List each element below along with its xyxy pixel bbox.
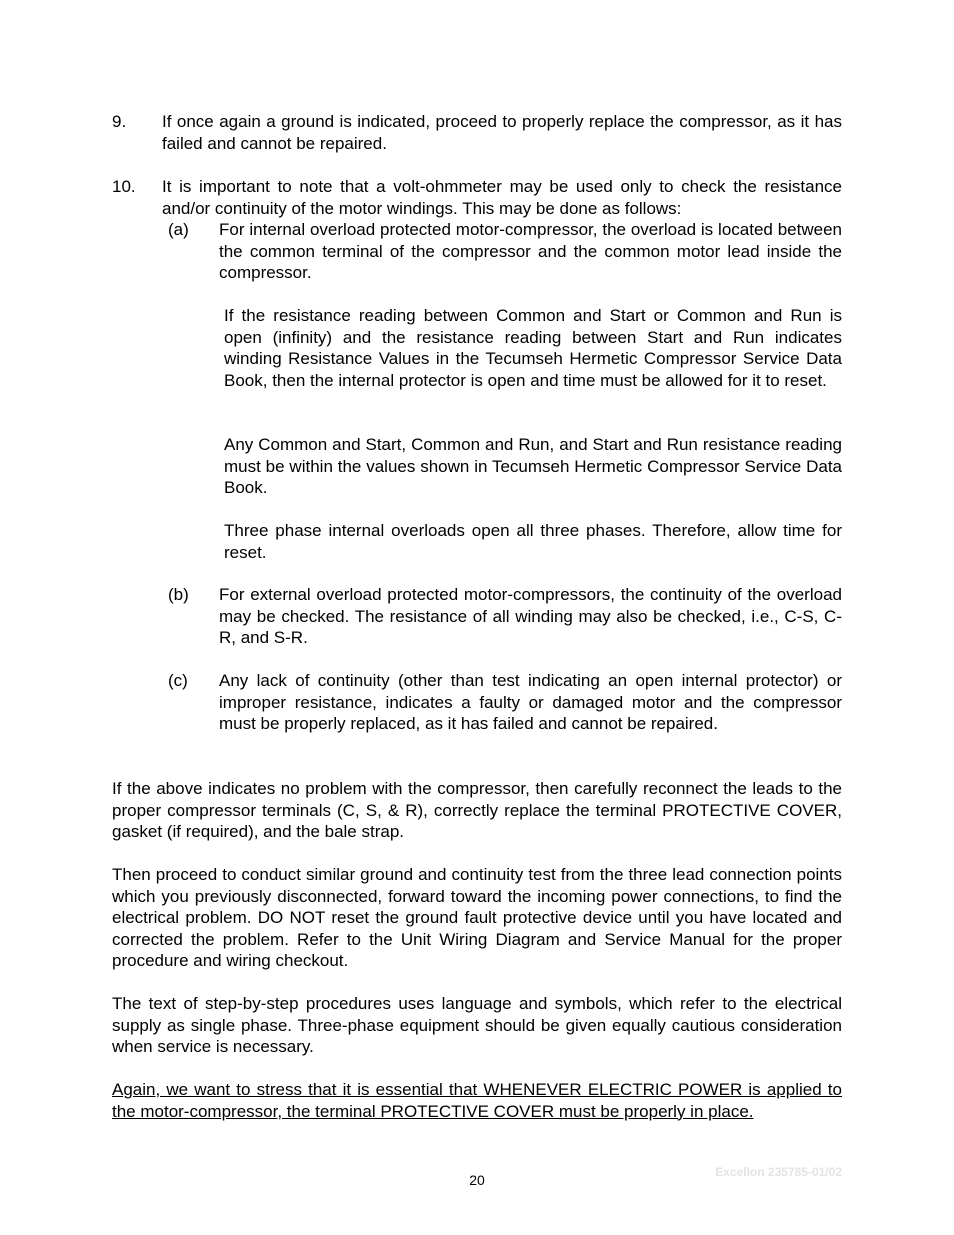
subitem-text-b: For external overload protected motor-compressors, the continuity of the overload may be checked. The resistance of all winding may also be checked, i.e., C-S, C-R, and S-R. (219, 585, 842, 648)
subitem-a-note-3: Three phase internal overloads open all three phases. Therefore, allow time for reset. (224, 521, 842, 562)
subitem-text-c: Any lack of continuity (other than test indicating an open internal protector) or improper resistance, indicates a faulty or damaged motor and the compressor must be properly replaced, as it has failed and cannot be repaired. (219, 671, 842, 734)
paragraph-continuity-test: Then proceed to conduct similar ground and continuity test from the three lead connection points which you previously disconnected, forward toward the incoming power connections, to find the electrical problem. DO NOT reset the ground fault protective device until you have located and corrected the problem. Refer to the Unit Wiring Diagram and Service Manual for the proper procedure and wiring checkout. (112, 865, 842, 971)
page-number: 20 (469, 1172, 485, 1188)
subitem-label-c: (c) (168, 671, 188, 690)
paragraph-single-phase: The text of step-by-step procedures uses language and symbols, which refer to the electrical supply as single phase. Three-phase equipment should be given equally cautious consideration when service is necessary. (112, 994, 842, 1057)
item-number-10: 10. (112, 177, 136, 196)
subitem-a-note-1: If the resistance reading between Common and Start or Common and Run is open (infinity) and the resistance reading between Start and Run indicates winding Resistance Values in the Tecumseh Hermetic Compressor Service Data Book, then the internal protector is open and time must be allowed for it to reset. (224, 306, 842, 390)
document-id-footer: Excellon 235785-01/02 (715, 1165, 842, 1179)
item-text-9: If once again a ground is indicated, proceed to properly replace the compressor, as it has failed and cannot be repaired. (162, 112, 842, 153)
subitem-a-note-2: Any Common and Start, Common and Run, and Start and Run resistance reading must be within the values shown in Tecumseh Hermetic Compressor Service Data Book. (224, 435, 842, 498)
item-number-9: 9. (112, 112, 127, 131)
subitem-text-a: For internal overload protected motor-compressor, the overload is located between the common terminal of the compressor and the common motor lead inside the compressor. (219, 220, 842, 283)
paragraph-warning: Again, we want to stress that it is essential that WHENEVER ELECTRIC POWER is applied to the motor-compressor, the terminal PROTECTIVE COVER must be properly in place. (112, 1080, 842, 1121)
item-text-10: It is important to note that a volt-ohmmeter may be used only to check the resistance and/or continuity of the motor windings. This may be done as follows: (162, 177, 842, 218)
subitem-label-b: (b) (168, 585, 189, 604)
paragraph-reconnect: If the above indicates no problem with the compressor, then carefully reconnect the leads to the proper compressor terminals (C, S, & R), correctly replace the terminal PROTECTIVE COVER, gasket (if required), and the bale strap. (112, 779, 842, 842)
subitem-label-a: (a) (168, 220, 189, 239)
